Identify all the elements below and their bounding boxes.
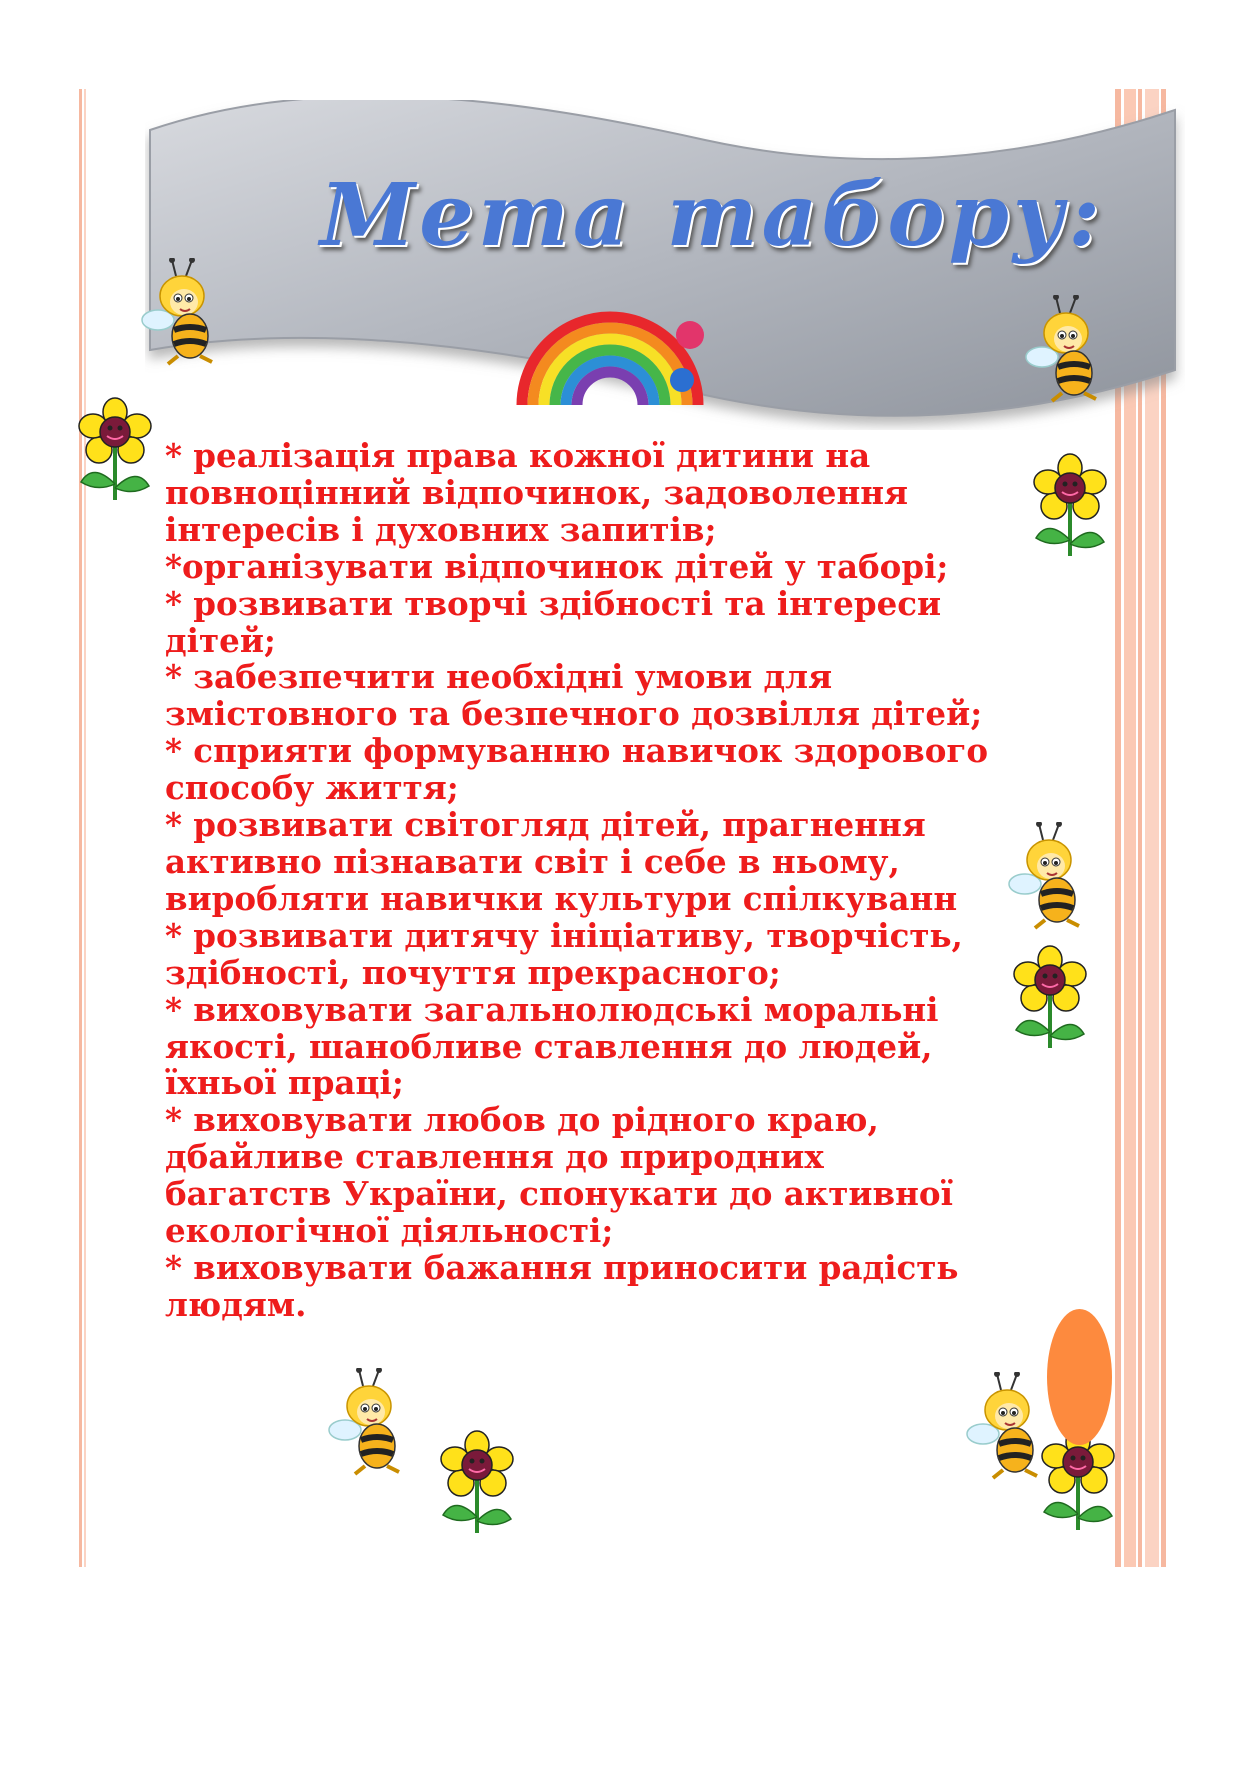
goal-line: дітей; xyxy=(165,620,276,660)
goal-line: * виховувати любов до рідного краю, xyxy=(165,1100,879,1140)
goal-line: змістовного та безпечного дозвілля дітей; xyxy=(165,694,983,734)
goal-line: активно пізнавати світ і себе в ньому, xyxy=(165,841,900,881)
goal-line: здібності, почуття прекрасного; xyxy=(165,952,781,992)
goal-line: способу життя; xyxy=(165,768,459,808)
goal-line: * сприяти формуванню навичок здорового xyxy=(165,731,989,771)
goal-line: інтересів і духовних запитів; xyxy=(165,509,717,549)
bee-icon xyxy=(138,258,228,368)
bee-icon xyxy=(1022,295,1112,405)
goal-line: багатств України, спонукати до активної xyxy=(165,1174,953,1214)
goal-line: * реалізація права кожної дитини на xyxy=(165,436,871,475)
page-title: Мета табору: xyxy=(320,165,1105,266)
goal-line: * забезпечити необхідні умови для xyxy=(165,657,833,697)
goal-line: дбайливе ставлення до природних xyxy=(165,1137,824,1177)
goal-line: людям. xyxy=(165,1284,307,1324)
flower-icon xyxy=(437,1425,517,1535)
goal-line: * розвивати світогляд дітей, прагнення xyxy=(165,805,926,845)
left-border-stripe xyxy=(79,89,82,1567)
rainbow-icon xyxy=(510,280,710,410)
goal-line: якості, шанобливе ставлення до людей, xyxy=(165,1026,933,1066)
goal-line: *організувати відпочинок дітей у таборі; xyxy=(165,546,949,586)
goal-line: * виховувати загальнолюдські моральні xyxy=(165,989,939,1029)
goal-line: повноцінний відпочинок, задоволення xyxy=(165,472,909,512)
bee-icon xyxy=(325,1368,415,1478)
goals-list xyxy=(165,438,1065,1324)
goal-line: виробляти навички культури спілкуванн xyxy=(165,878,958,918)
left-border-stripe xyxy=(84,89,86,1567)
goal-line: * розвивати дитячу ініціативу, творчість, xyxy=(165,915,963,955)
goal-line: їхньої праці; xyxy=(165,1063,404,1103)
goal-line: * розвивати творчі здібності та інтереси xyxy=(165,583,942,623)
goal-line: * виховувати бажання приносити радість xyxy=(165,1247,959,1287)
flower-icon xyxy=(75,392,155,502)
decorative-circle xyxy=(1047,1309,1112,1445)
goal-line: екологічної діяльності; xyxy=(165,1211,614,1251)
